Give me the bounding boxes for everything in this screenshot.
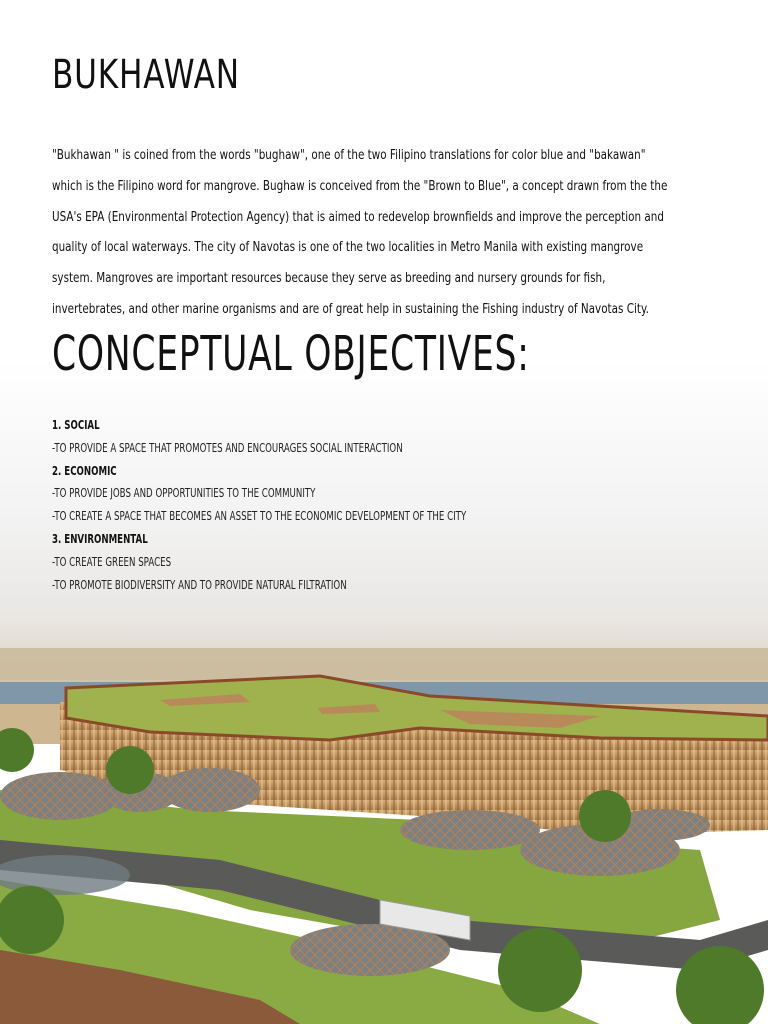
dome-canopy bbox=[400, 810, 540, 850]
intro-line: system. Mangroves are important resources because they serve as breeding and nursery grounds for fish, bbox=[52, 270, 606, 287]
objective-item: -TO CREATE GREEN SPACES bbox=[52, 554, 172, 569]
dome-canopy bbox=[160, 768, 260, 812]
objective-item: -TO PROVIDE JOBS AND OPPORTUNITIES TO THE COMMUNITY bbox=[52, 486, 316, 501]
tree bbox=[106, 746, 154, 794]
intro-line: quality of local waterways. The city of Navotas is one of the two localities in Metro Manila with existing mangrove bbox=[52, 239, 644, 256]
objective-item: -TO PROVIDE A SPACE THAT PROMOTES AND ENCOURAGES SOCIAL INTERACTION bbox=[52, 440, 403, 455]
intro-line: invertebrates, and other marine organisms and are of great help in sustaining the Fishing industry of Navotas City. bbox=[52, 300, 649, 317]
intro-line: "Bukhawan " is coined from the words "bughaw", one of the two Filipino translations for color blue and "bakawan" bbox=[52, 147, 646, 163]
objective-item: -TO PROMOTE BIODIVERSITY AND TO PROVIDE NATURAL FILTRATION bbox=[52, 577, 347, 592]
page-title: BUKHAWAN bbox=[52, 52, 240, 98]
intro-line: USA's EPA (Environmental Protection Agency) that is aimed to redevelop brownfields and improve the perception and bbox=[52, 208, 664, 225]
objective-item: -TO CREATE A SPACE THAT BECOMES AN ASSET TO THE ECONOMIC DEVELOPMENT OF THE CITY bbox=[52, 509, 467, 524]
objective-heading: 3. ENVIRONMENTAL bbox=[52, 531, 148, 546]
tree bbox=[498, 928, 582, 1012]
intro-paragraph bbox=[52, 140, 683, 325]
intro-line: which is the Filipino word for mangrove. Bughaw is conceived from the "Brown to Blue", a concept drawn from the the bbox=[52, 177, 668, 194]
objective-heading: 2. ECONOMIC bbox=[52, 463, 117, 478]
objective-heading: 1. SOCIAL bbox=[52, 418, 100, 432]
architectural-render bbox=[0, 620, 768, 1024]
objectives-title: CONCEPTUAL OBJECTIVES: bbox=[52, 326, 530, 382]
objectives-list bbox=[52, 414, 467, 596]
tree bbox=[579, 790, 631, 842]
